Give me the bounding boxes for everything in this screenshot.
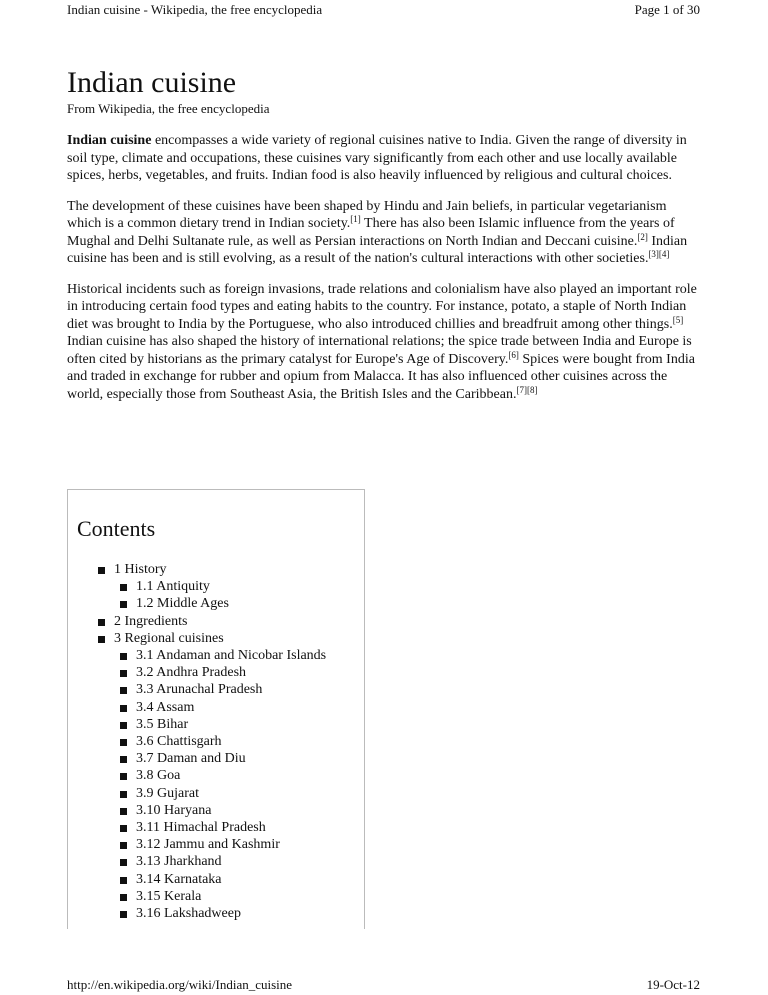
toc-subitem[interactable]: 3.6 Chattisgarh [120,733,326,750]
table-of-contents [67,489,365,929]
toc-item[interactable]: 3 Regional cuisines [98,630,326,647]
footer-date: 19-Oct-12 [646,977,700,992]
toc-subitem[interactable]: 3.13 Jharkhand [120,853,326,870]
page-subtitle: From Wikipedia, the free encyclopedia [67,101,270,116]
paragraph-text: Indian cuisine has been and is still evolving, as a result of the nation's cultural interactions with other societies. [67,233,688,266]
paragraph-text: Spices were bought from India and traded in exchange for rubber and opium from Malacca. It has also influenced other cuisines across the world, especially those from Southeast Asia, the British Isles and the Caribbean. [67,351,695,402]
header-page-number: Page 1 of 30 [634,2,700,17]
header-title: Indian cuisine - Wikipedia, the free encyclopedia [67,2,323,17]
toc-subitem[interactable]: 3.4 Assam [120,699,326,716]
toc-subitem[interactable]: 3.10 Haryana [120,802,326,819]
history-paragraph [67,281,703,404]
toc-subitem[interactable]: 3.2 Andhra Pradesh [120,664,326,681]
paragraph-text: Historical incidents such as foreign invasions, trade relations and colonialism have also played an important role in introducing certain food types and eating habits to the country. For instance, potato, a staple of North Indian diet was brought to India by the Portuguese, who also introduced chillies and breadfruit among other things. [67,281,697,332]
toc-subitem[interactable]: 3.15 Kerala [120,888,326,905]
paragraph-text: The development of these cuisines have been shaped by Hindu and Jain beliefs, in particular vegetarianism which is a common dietary trend in Indian society. [67,198,667,231]
citation-link[interactable]: [1] [350,214,361,224]
print-header [67,2,700,20]
bold-term: Indian cuisine [67,133,152,148]
citation-link[interactable]: [7][8] [516,384,538,395]
toc-subitem[interactable]: 3.7 Daman and Diu [120,750,326,767]
toc-subitem[interactable]: 3.11 Himachal Pradesh [120,819,326,836]
citation-link[interactable]: [2] [637,231,648,242]
intro-paragraph [67,132,703,185]
toc-subitem[interactable]: 3.3 Arunachal Pradesh [120,681,326,698]
toc-subitem[interactable]: 3.9 Gujarat [120,785,326,802]
toc-subitem[interactable]: 3.1 Andaman and Nicobar Islands [120,647,326,664]
paragraph-text: encompasses a wide variety of regional cuisines native to India. Given the range of diversity in soil type, climate and occupations, these cuisines vary significantly from each other and use locally available spices, herbs, vegetables, and fruits. Indian food is also heavily influenced by religious and cultural choices. [67,133,687,183]
toc-item[interactable]: 1 History [98,561,326,578]
toc-subitem[interactable]: 1.2 Middle Ages [120,595,326,612]
citation-link[interactable]: [3][4] [648,249,670,259]
toc-subitem[interactable]: 3.5 Bihar [120,716,326,733]
print-footer [67,977,700,995]
toc-subitem[interactable]: 3.12 Jammu and Kashmir [120,836,326,853]
article-body [67,66,703,403]
citation-link[interactable]: [6] [508,349,519,360]
paragraph-text: Indian cuisine has also shaped the history of international relations; the spice trade between India and Europe is often cited by historians as the primary catalyst for Europe's Age of Discovery. [67,334,692,367]
toc-sublist [98,647,326,922]
toc-item[interactable]: 2 Ingredients [98,613,326,630]
toc-sublist [98,578,326,612]
toc-subitem[interactable]: 3.16 Lakshadweep [120,905,326,922]
paragraph-text: There has also been Islamic influence from the years of Mughal and Delhi Sultanate rule, as well as Persian interactions on North Indian and Deccani cuisine. [67,216,675,249]
toc-list [98,561,326,922]
citation-link[interactable]: [5] [672,314,684,325]
page-title: Indian cuisine [67,66,237,99]
toc-subitem[interactable]: 3.14 Karnataka [120,871,326,888]
toc-subitem[interactable]: 1.1 Antiquity [120,578,326,595]
toc-title: Contents [77,516,156,541]
footer-url: http://en.wikipedia.org/wiki/Indian_cuisine [67,977,293,992]
toc-subitem[interactable]: 3.8 Goa [120,767,326,784]
development-paragraph [67,198,703,268]
